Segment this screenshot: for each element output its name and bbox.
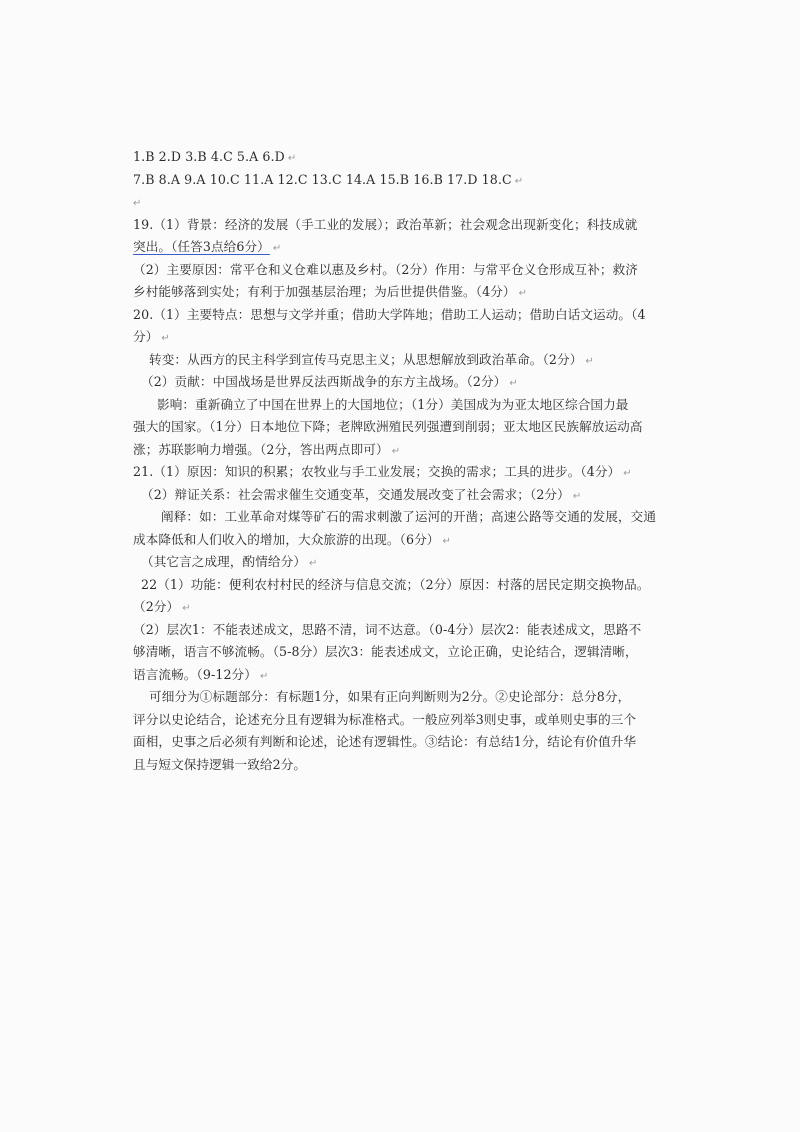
text-line: 强大的国家。（1分）日本地位下降；老牌欧洲殖民列强遭到削弱；亚太地区民族解放运动高	[133, 419, 643, 434]
text-line: （2分） ↵	[133, 599, 191, 614]
text-line: 突出。（任答3点给6分） ↵	[133, 239, 282, 254]
text-line	[133, 191, 673, 214]
paragraph-mark-icon: ↵	[182, 603, 191, 614]
paragraph-mark-icon: ↵	[514, 175, 524, 187]
paragraph-mark-icon: ↵	[623, 468, 632, 479]
paragraph-mark-icon: ↵	[309, 558, 318, 569]
text-line: （2）辩证关系：社会需求催生交通变革，交通发展改变了社会需求；（2分） ↵	[141, 486, 582, 502]
paragraph-mark-icon: ↵	[272, 243, 282, 254]
text-line: 影响：重新确立了中国在世界上的大国地位；（1分）美国成为为亚太地区综合国力最	[157, 396, 629, 412]
paragraph-mark-icon: ↵	[585, 355, 594, 367]
paragraph-mark-icon: ↵	[509, 378, 518, 389]
paragraph-mark-icon: ↵	[442, 535, 451, 547]
text-line: 面相，史事之后必须有判断和论述，论述有逻辑性。③结论：有总结1分，结论有价值升华	[133, 734, 637, 749]
paragraph-mark-icon: ↵	[161, 333, 170, 344]
text-line: 乡村能够落到实处；有利于加强基层治理；为后世提供借鉴。（4分） ↵	[133, 284, 528, 299]
text-line: 涨；苏联影响力增强。（2分，答出两点即可） ↵	[133, 441, 401, 457]
text-line: 1.B 2.D 3.B 4.C 5.A 6.D ↵	[133, 149, 297, 164]
text-line: 且与短文保持逻辑一致给2分。	[133, 756, 307, 772]
text-line: 20.（1）主要特点：思想与文学并重；借助大学阵地；借助工人运动；借助白话文运动。（4	[133, 306, 646, 322]
paragraph-mark-icon: ↵	[391, 445, 401, 457]
text-line: 转变：从西方的民主科学到宣传马克思主义；从思想解放到政治革命。（2分） ↵	[149, 351, 594, 367]
text-line: 语言流畅。（9-12分） ↵	[133, 666, 269, 682]
text-line: （其它言之成理，酌情给分） ↵	[141, 554, 318, 569]
text-line: 评分以史论结合，论述充分且有逻辑为标准格式。一般应列举3则史事，或单则史事的三个	[133, 711, 637, 727]
answer-key-text	[133, 146, 673, 776]
text-line: 19.（1）背景：经济的发展（手工业的发展）；政治革新；社会观念出现新变化；科技成就	[133, 216, 638, 232]
text-line: （2）层次1：不能表述成文，思路不清，词不达意。（0-4分）层次2：能表述成文，思路不	[133, 621, 642, 637]
paragraph-mark-icon: ↵	[287, 153, 297, 164]
paragraph-mark-icon: ↵	[133, 198, 142, 209]
paragraph-mark-icon: ↵	[518, 288, 528, 299]
text-line: 7.B 8.A 9.A 10.C 11.A 12.C 13.C 14.A 15.B 16.B 17.D 18.C ↵	[133, 171, 524, 187]
text-line: 可细分为①标题部分：有标题1分，如果有正向判断则为2分。②史论部分：总分8分，	[149, 689, 631, 704]
text-line: （2）主要原因：常平仓和义仓难以惠及乡村。（2分）作用：与常平仓义仓形成互补；救济	[133, 261, 638, 277]
text-line: 21.（1）原因：知识的积累；农牧业与手工业发展；交换的需求；工具的进步。（4分） ↵	[133, 464, 632, 479]
text-line: （2）贡献：中国战场是世界反法西斯战争的东方主战场。（2分） ↵	[141, 374, 518, 389]
text-line: 分） ↵	[133, 329, 170, 344]
text-line: 够清晰，语言不够流畅。（5-8分）层次3：能表述成文，立论正确，史论结合，逻辑清晰，	[133, 644, 638, 659]
text-line: 22（1）功能：便利农村村民的经济与信息交流；（2分）原因：村落的居民定期交换物品。	[141, 576, 650, 592]
paragraph-mark-icon: ↵	[572, 490, 582, 502]
paragraph-mark-icon: ↵	[259, 670, 269, 682]
text-line: 成本降低和人们收入的增加，大众旅游的出现。（6分） ↵	[133, 531, 451, 547]
text-line: 阐释：如：工业革命对煤等矿石的需求刺激了运河的开凿；高速公路等交通的发展，交通	[161, 509, 657, 524]
